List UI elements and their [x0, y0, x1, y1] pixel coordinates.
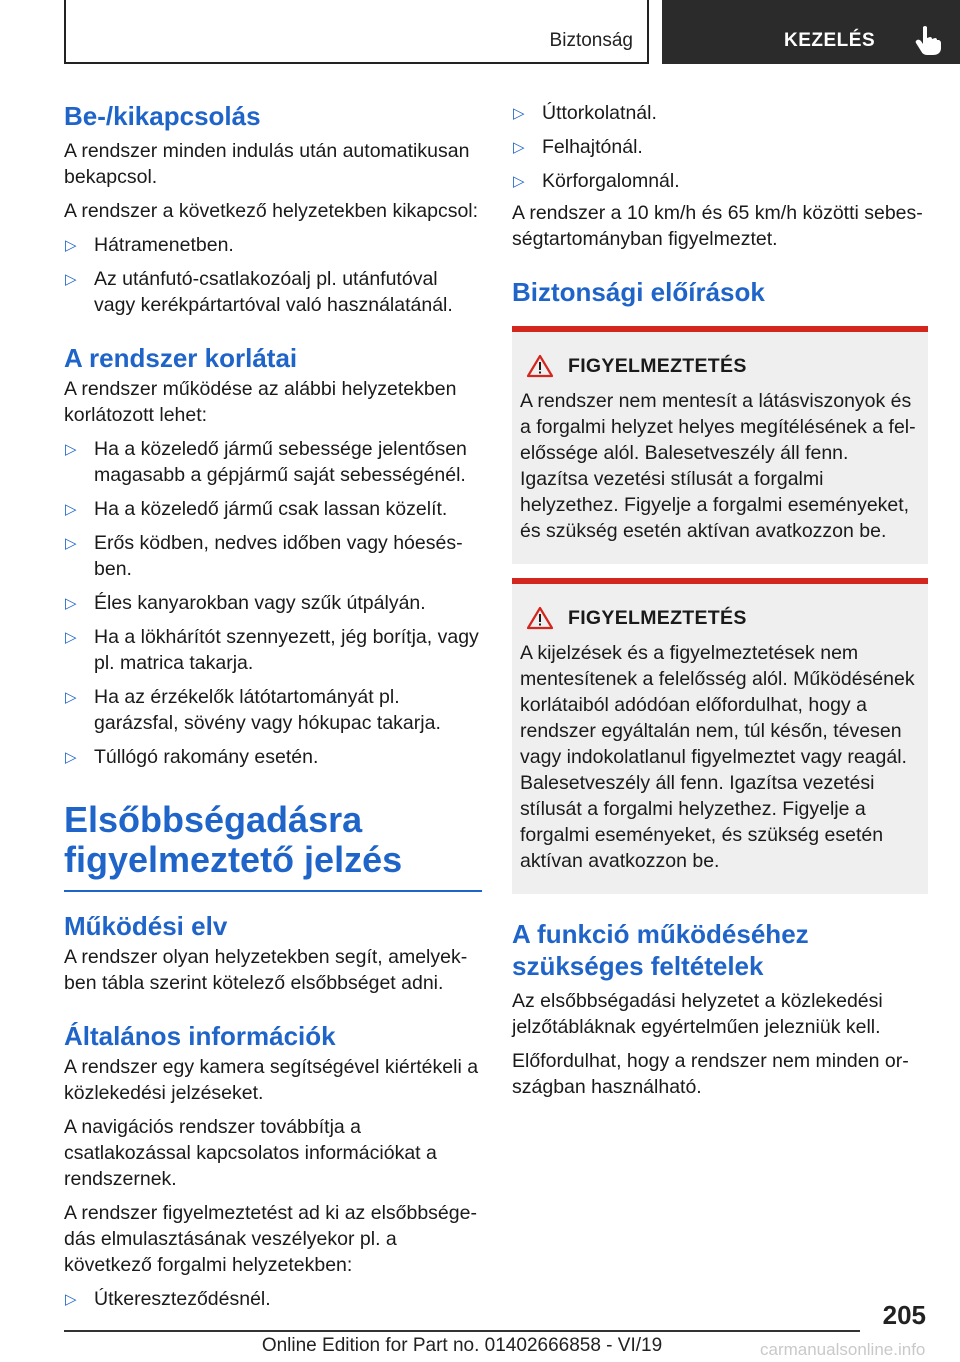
- watermark: carmanualsonline.info: [760, 1340, 926, 1359]
- triangle-bullet-icon: ▷: [513, 105, 525, 122]
- main-title-block: [64, 800, 482, 892]
- triangle-bullet-icon: ▷: [65, 535, 77, 552]
- triangle-bullet-icon: ▷: [513, 173, 525, 190]
- list-item: ▷ Az utánfutó-csatlakozóalj pl. utánfutóval vagy kerékpártartóval való használatánál.: [65, 268, 453, 316]
- header-section-box: [64, 0, 649, 64]
- list-item: ▷ Ha a közeledő jármű sebessége jelentősen magasabb a gépjármű saját sebességénél.: [65, 438, 467, 486]
- warning-text: A kijelzések és a figyelmeztetések nem mentesítenek a felelősség alól. Működésének korlátaiból adódóan előfordulhat, hogy a rendszer egyáltalán nem, túl későn, tévesen vagy indokolatlanul figyelmeztet vagy reagál. Balesetveszély áll fenn. Igazítsa vezetési stílusát a forgalmi helyzethez. Figyelje a forgalmi eseményeket, és szükség esetén aktívan avatkozzon be.: [520, 642, 915, 872]
- paragraph: A rendszer egy kamera segítségével kiértékeli a közlekedési jelzéseket.: [64, 1056, 479, 1104]
- paragraph: A rendszer minden indulás után automatikusan bekapcsol.: [64, 140, 470, 188]
- list-item: ▷ Túllógó rakomány esetén.: [64, 744, 482, 770]
- triangle-bullet-icon: ▷: [65, 689, 77, 706]
- list-item: ▷ Felhajtónál.: [512, 134, 928, 160]
- list-item: ▷ Ha a közeledő jármű csak lassan közelít.: [64, 496, 482, 522]
- bullet-list: [64, 1286, 482, 1312]
- section-title-principle: Működési elv: [64, 911, 228, 941]
- warning-title: FIGYELMEZTETÉS: [520, 354, 920, 378]
- section-title-limits: A rendszer korlátai: [64, 343, 298, 373]
- triangle-bullet-icon: ▷: [65, 749, 77, 766]
- list-item: ▷ Hátramenetben.: [64, 232, 482, 258]
- list-item: ▷ Éles kanyarokban vagy szűk útpályán.: [64, 590, 482, 616]
- paragraph: A rendszer működése az alábbi helyzetekben korlátozott lehet:: [64, 378, 457, 426]
- warning-text: A rendszer nem mentesít a látásviszonyok és a forgalmi helyzet helyes megítélésének a felelőssége alól. Balesetveszély áll fenn. Igazítsa vezetési stílusát a forgalmi helyzethez. Figyelje a forgalmi eseményeket, és szükség esetén aktívan avatkozzon be.: [520, 390, 916, 542]
- header-chapter-tab[interactable]: [662, 0, 960, 64]
- section-title-on-off: Be-/kikapcsolás: [64, 101, 261, 131]
- triangle-bullet-icon: ▷: [65, 441, 77, 458]
- triangle-bullet-icon: ▷: [513, 139, 525, 156]
- triangle-bullet-icon: ▷: [65, 271, 77, 288]
- section-title-safety: Biztonsági előírások: [512, 277, 765, 307]
- warning-box: [512, 326, 928, 564]
- paragraph: Az elsőbbségadási helyzetet a közlekedési jelzőtábláknak egyértelműen jelezniük kell.: [512, 990, 883, 1038]
- triangle-bullet-icon: ▷: [65, 629, 77, 646]
- section-title-general-info: Általános információk: [64, 1021, 336, 1051]
- paragraph: A rendszer figyelmeztetést ad ki az elsőbbségedás elmulasztásának veszélyekor pl. a következő forgalmi helyzetekben:: [64, 1202, 477, 1276]
- list-item: ▷ Ha az érzékelők látótartományát pl. garázsfal, sövény vagy hókupac takarja.: [65, 686, 441, 734]
- paragraph: A rendszer olyan helyzetekben segít, amelyekben tábla szerint kötelező elsőbbséget adni.: [64, 946, 468, 994]
- warning-box: [512, 578, 928, 894]
- header-chapter-label: KEZELÉS: [784, 30, 876, 51]
- list-item: ▷ Erős ködben, nedves időben vagy hóesésben.: [65, 532, 463, 580]
- footer-edition: Online Edition for Part no. 01402666858 - VI/19: [261, 1335, 663, 1356]
- left-column: [64, 100, 482, 1312]
- warning-triangle-icon: [526, 354, 554, 378]
- triangle-bullet-icon: ▷: [65, 501, 77, 518]
- bullet-list: [64, 232, 482, 318]
- warning-title: FIGYELMEZTETÉS: [520, 606, 920, 630]
- hand-pointer-icon: [914, 25, 942, 55]
- triangle-bullet-icon: ▷: [65, 1291, 77, 1308]
- section-title-requirements: A funkció működéséhez szükséges feltételek: [512, 919, 809, 981]
- main-title-line-2: figyelmeztető jelzés: [64, 839, 403, 880]
- paragraph: A navigációs rendszer továbbítja a csatlakozással kapcsolatos információkat a rendszernek.: [64, 1116, 437, 1190]
- list-item: ▷ Ha a lökhárítót szennyezett, jég borítja, vagy pl. matrica takarja.: [65, 626, 479, 674]
- paragraph: Előfordulhat, hogy a rendszer nem minden országban használható.: [512, 1050, 909, 1098]
- list-item: ▷ Útkereszteződésnél.: [64, 1286, 482, 1312]
- right-column: [512, 100, 928, 1100]
- bullet-list: [64, 436, 482, 770]
- paragraph: A rendszer a 10 km/h és 65 km/h közötti sebességtartományban figyelmeztet.: [512, 202, 923, 250]
- triangle-bullet-icon: ▷: [65, 237, 77, 254]
- warning-triangle-icon: [526, 606, 554, 630]
- triangle-bullet-icon: ▷: [65, 595, 77, 612]
- list-item: ▷ Körforgalomnál.: [512, 168, 928, 194]
- bullet-list: [512, 100, 928, 194]
- footer-divider: [64, 1330, 860, 1332]
- page-number: 205: [882, 1300, 926, 1330]
- list-item: ▷ Úttorkolatnál.: [512, 100, 928, 126]
- main-title-line-1: Elsőbbségadásra: [64, 799, 363, 840]
- header-section-title: Biztonság: [549, 30, 633, 51]
- paragraph: A rendszer a következő helyzetekben kikapcsol:: [64, 200, 479, 222]
